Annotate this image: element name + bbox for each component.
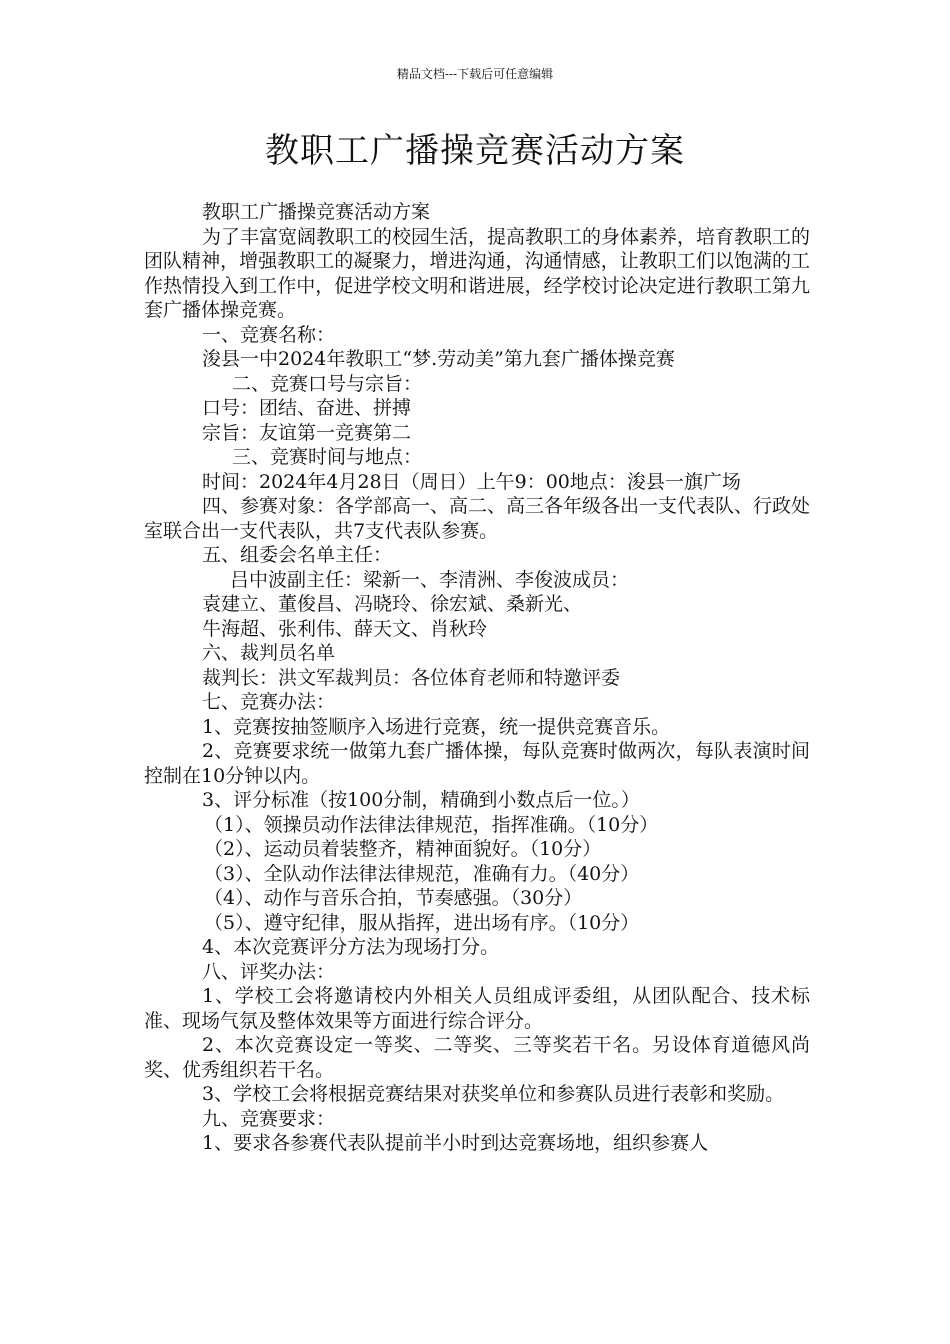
award-item-2: 2、本次竞赛设定一等奖、二等奖、三等奖若干名。另设体育道德风尚奖、优秀组织若干名。 [144,1034,810,1081]
time-and-place: 时间：2024年4月28日（周日）上午9：00地点：浚县一旗广场 [202,470,741,493]
committee-members-1: 袁建立、董俊昌、冯晓玲、徐宏斌、桑新光、 [202,593,583,615]
judges: 裁判长：洪文军裁判员：各位体育老师和特邀评委 [202,666,621,689]
award-item-3: 3、学校工会将根据竞赛结果对获奖单位和参赛队员进行表彰和奖励。 [202,1083,785,1105]
document-title: 教职工广播操竞赛活动方案 [265,131,685,171]
award-item-1: 1、学校工会将邀请校内外相关人员组成评委组，从团队配合、技术标准、现场气氛及整体效果等方面进行综合评分。 [144,985,810,1032]
competition-name: 浚县一中2024年教职工“梦.劳动美”第九套广播体操竞赛 [202,348,675,370]
scoring-item-3: （3）、全队动作法律法律规范，准确有力。（40分） [204,862,640,885]
method-item-4: 4、本次竞赛评分方法为现场打分。 [202,936,500,958]
scoring-item-2: （2）、运动员着装整齐，精神面貌好。（10分） [204,838,602,860]
document-body [144,200,810,1156]
paragraph-subtitle: 教职工广播操竞赛活动方案 [202,201,431,223]
method-item-2: 2、竞赛要求统一做第九套广播体操，每队竞赛时做两次，每队表演时间控制在10分钟以内。 [144,740,810,787]
section-heading-2: 二、竞赛口号与宗旨： [232,372,423,395]
committee-leaders: 吕中波副主任：梁新一、李清洲、李俊波成员： [230,568,630,591]
method-item-1: 1、竞赛按抽签顺序入场进行竞赛，统一提供竞赛音乐。 [202,715,671,738]
section-heading-9: 九、竞赛要求： [202,1107,336,1130]
method-item-3: 3、评分标准（按100分制，精确到小数点后一位。） [202,789,640,811]
section-heading-7: 七、竞赛办法： [202,691,336,713]
slogan: 口号：团结、奋进、拼搏 [202,397,412,419]
section-heading-6: 六、裁判员名单 [202,642,336,664]
purpose: 宗旨：友谊第一竞赛第二 [202,421,412,444]
scoring-item-5: （5）、遵守纪律，服从指挥，进出场有序。（10分） [204,911,640,934]
page-header: 精品文档---下载后可任意编辑 [396,67,554,81]
section-heading-3: 三、竞赛时间与地点： [232,446,423,468]
paragraph-intro: 为了丰富宽阔教职工的校园生活，提高教职工的身体素养，培育教职工的团队精神，增强教职工的凝聚力，增进沟通，沟通情感，让教职工们以饱满的工作热情投入到工作中，促进学校文明和谐进展，经学校讨论决定进行教职工第九套广播体操竞赛。 [144,225,811,321]
scoring-item-4: （4）、动作与音乐合拍，节奏感强。（30分） [204,887,583,909]
section-heading-5: 五、组委会名单主任： [202,544,393,566]
section-heading-8: 八、评奖办法： [202,960,336,983]
requirement-item-1: 1、要求各参赛代表队提前半小时到达竞赛场地，组织参赛人 [202,1132,709,1154]
committee-members-2: 牛海超、张利伟、薛天文、肖秋玲 [202,617,488,640]
scoring-item-1: （1）、领操员动作法律法律规范，指挥准确。（10分） [204,813,659,836]
section-heading-1: 一、竞赛名称： [202,323,336,346]
section-participants: 四、参赛对象：各学部高一、高二、高三各年级各出一支代表队、行政处室联合出一支代表队，共7支代表队参赛。 [144,495,811,542]
